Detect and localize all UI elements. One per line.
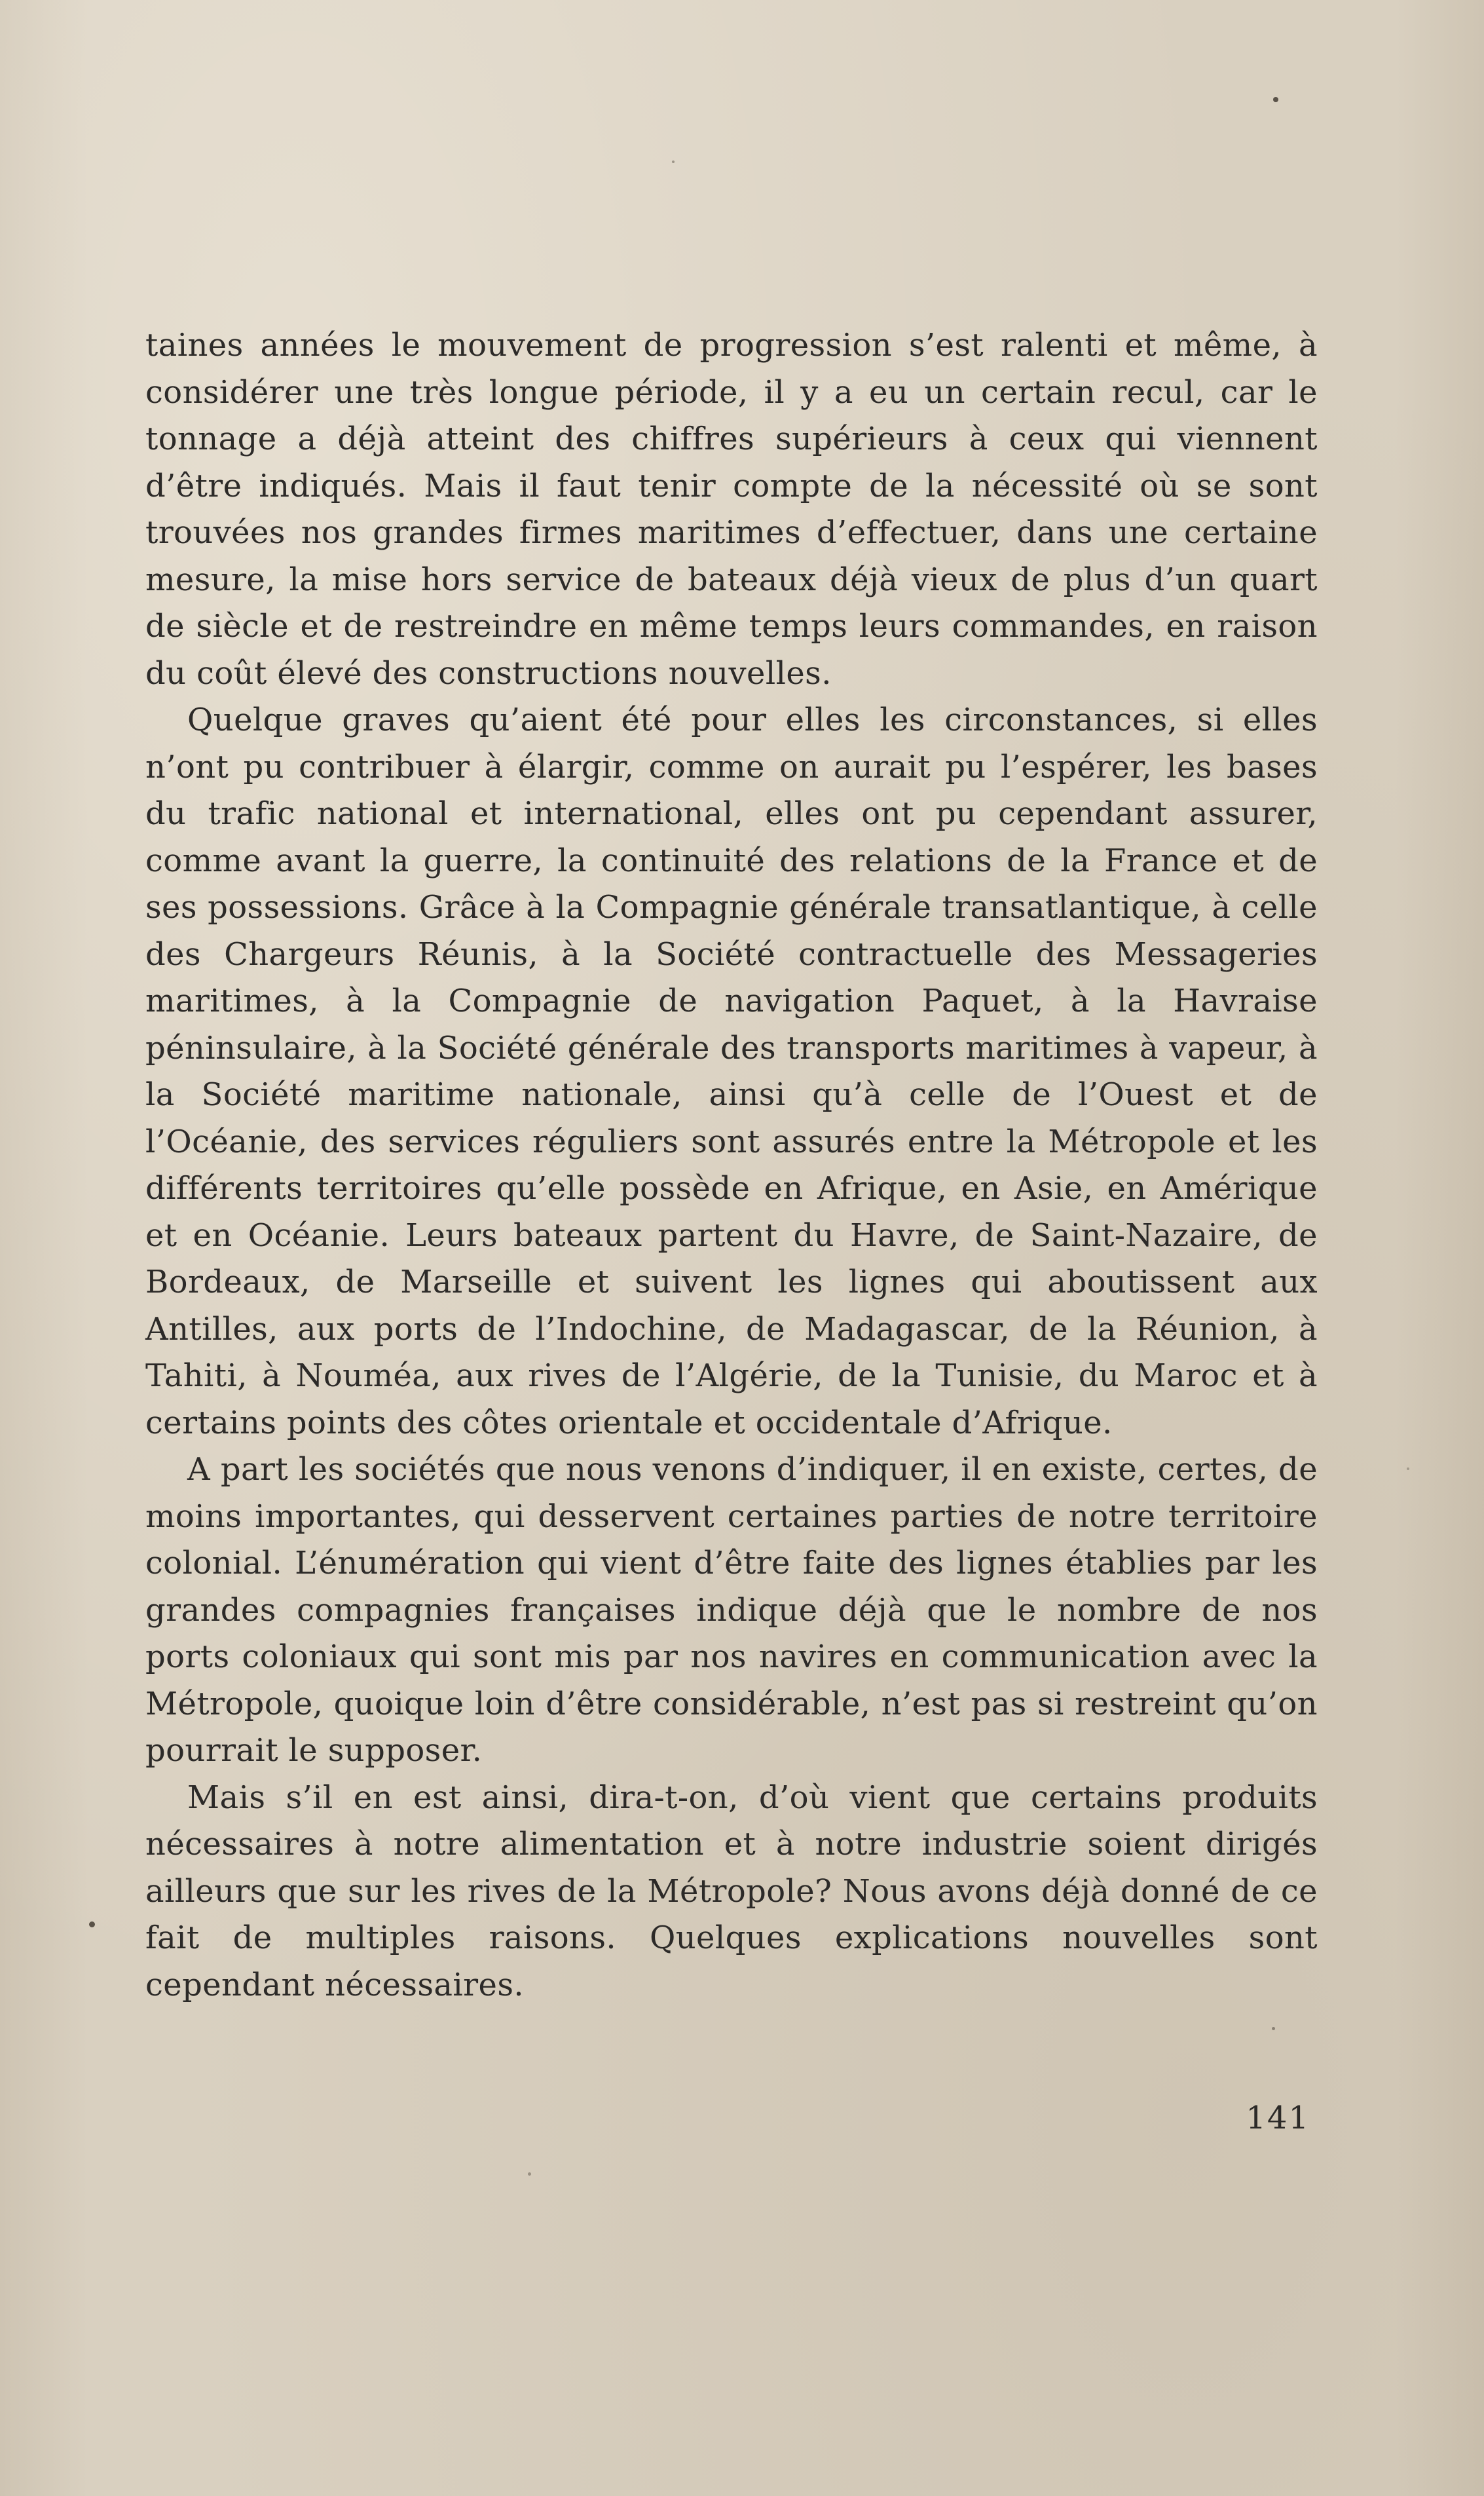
paper-speck — [528, 2172, 531, 2176]
paragraph-4: Mais s’il en est ainsi, dira-t-on, d’où vient que certains produits nécessaires à notre alimentation et à notre industrie soient dirigés ailleurs que sur les rives de la Métropole? Nous avons déjà donné de ce fait de multiples raisons. Quelques explications nouvelles sont cependant nécessaires. — [145, 1779, 1318, 2003]
paragraph-3: A part les sociétés que nous venons d’indiquer, il en existe, certes, de moins importantes, qui desservent certaines parties de notre territoire colonial. L’énumération qui vient d’être faite des lignes établies par les grandes compagnies françaises indique déjà que le nombre de nos ports coloniaux qui sont mis par nos navires en communication avec la Métropole, quoique loin d’être considérable, n’est pas si restreint qu’on pourrait le supposer. — [145, 1451, 1318, 1769]
paper-speck — [1272, 2027, 1275, 2030]
paper-speck — [672, 161, 675, 163]
paper-speck — [89, 1921, 95, 1927]
body-text — [145, 322, 1318, 2009]
paper-speck — [1407, 1467, 1409, 1470]
page-number: 141 — [1246, 2100, 1310, 2136]
paragraph-2: Quelque graves qu’aient été pour elles les circonstances, si elles n’ont pu contribuer à élargir, comme on aurait pu l’espérer, les bases du trafic national et international, elles ont pu cependant assurer, comme avant la guerre, la continuité des relations de la France et de ses possessions. Grâce à la Compagnie générale transatlantique, à celle des Chargeurs Réunis, à la Société contractuelle des Messageries maritimes, à la Compagnie de navigation Paquet, à la Havraise péninsulaire, à la Société générale des transports maritimes à vapeur, à la Société maritime nationale, ainsi qu’à celle de l’Ouest et de l’Océanie, des services réguliers sont assurés entre la Métropole et les différents territoires qu’elle possède en Afrique, en Asie, en Amérique et en Océanie. Leurs bateaux partent du Havre, de Saint-Nazaire, de Bordeaux, de Marseille et suivent les lignes qui aboutissent aux Antilles, aux ports de l’Indochine, de Madagascar, de la Réunion, à Tahiti, à Nouméa, aux rives de l’Algérie, de la Tunisie, du Maroc et à certains points des côtes orientale et occidentale d’Afrique. — [145, 702, 1318, 1441]
paper-speck — [1273, 97, 1278, 102]
paragraph-1: taines années le mouvement de progression s’est ralenti et même, à considérer une très longue période, il y a eu un certain recul, car le tonnage a déjà atteint des chiffres supérieurs à ceux qui viennent d’être indiqués. Mais il faut tenir compte de la nécessité où se sont trouvées nos grandes firmes maritimes d’effectuer, dans une certaine mesure, la mise hors service de bateaux déjà vieux de plus d’un quart de siècle et de restreindre en même temps leurs commandes, en raison du coût élevé des constructions nouvelles. — [145, 327, 1318, 692]
